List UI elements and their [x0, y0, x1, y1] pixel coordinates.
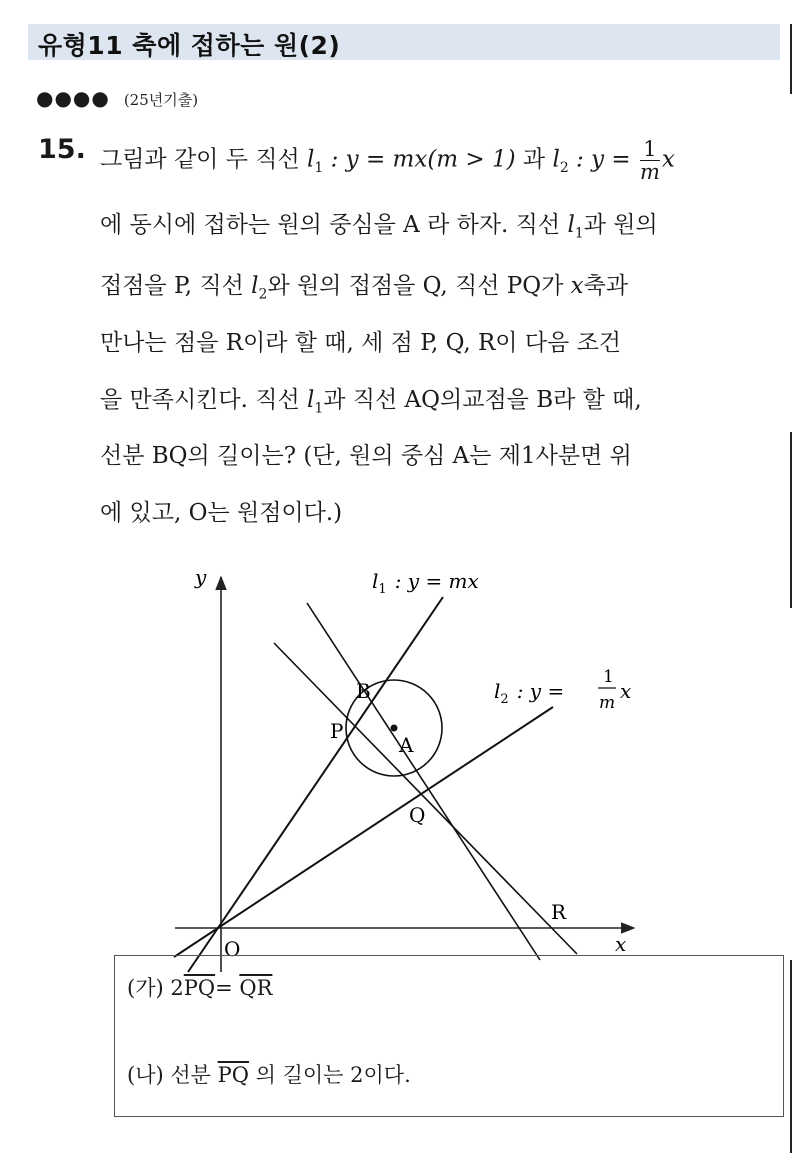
math-x: x [661, 146, 675, 173]
condition-ga [127, 972, 272, 1002]
line-aq [307, 603, 540, 960]
l2-frac-num: 1 [603, 667, 614, 687]
x-axis-label: x [615, 932, 627, 956]
math-eq2: : y = [568, 146, 638, 173]
text: 에 동시에 접하는 원의 중심을 A 라 하자. 직선 [100, 212, 568, 238]
math-l: l [307, 387, 315, 413]
math-sub: 1 [314, 160, 324, 177]
math-sub: 1 [574, 225, 584, 242]
segment-pq: $\overline{PQ}$ [217, 1063, 249, 1087]
question-line-6: 선분 BQ의 길이는? (단, 원의 중심 A는 제1사분면 위 [100, 443, 632, 469]
text: 와 원의 접점을 Q, 직선 PQ가 [267, 273, 571, 299]
l2-frac-den: m [599, 693, 616, 713]
math-eq1: : y = mx(m > 1) [323, 146, 516, 173]
origin-label: O [224, 937, 241, 961]
section-title: 유형11 축에 접하는 원(2) [38, 31, 341, 60]
l2-label: $l_2$ : y = [494, 679, 565, 707]
point-p-label: P [330, 719, 344, 743]
math-sub: 2 [258, 286, 268, 303]
math-l: l [567, 212, 575, 238]
math-coef: 2 [170, 976, 184, 1000]
math-l: l [251, 273, 259, 299]
math-l: l [552, 146, 560, 173]
condition-label: (나) 선분 [127, 1063, 218, 1087]
condition-na [127, 1059, 411, 1089]
condition-label: (가) [127, 976, 171, 1000]
fraction-numerator: 1 [640, 138, 660, 161]
text: 과 직선 AQ의교점을 B라 할 때, [323, 387, 642, 413]
text: 축과 [583, 273, 629, 299]
point-b-label: B [356, 679, 371, 703]
math-x: x [570, 273, 584, 299]
math-eq: = [215, 976, 240, 1000]
math-l: l [307, 146, 315, 173]
point-a-label: A [399, 733, 414, 757]
math-sub: 1 [314, 400, 324, 417]
text: 그림과 같이 두 직선 [100, 146, 307, 173]
line-l2 [174, 707, 553, 957]
question-line-4: 만나는 점을 R이라 할 때, 세 점 P, Q, R이 다음 조건 [100, 330, 622, 356]
y-axis-label: y [195, 565, 207, 589]
text: 과 [515, 146, 553, 173]
fraction-denominator: m [640, 160, 660, 185]
point-a-dot [391, 725, 398, 732]
point-q-label: Q [409, 803, 426, 827]
segment-pq: $\overline{PQ}$ [183, 976, 216, 1000]
conditions-box [114, 955, 784, 1117]
question-line-7: 에 있고, O는 원점이다.) [100, 500, 343, 526]
text: 을 만족시킨다. 직선 [100, 387, 307, 413]
line-l1 [188, 597, 443, 972]
text: 접점을 P, 직선 [100, 273, 252, 299]
text: 과 원의 [583, 212, 658, 238]
l2-frac-x: x [620, 679, 632, 703]
point-r-label: R [551, 900, 567, 924]
difficulty-dots: ●●●● [36, 86, 110, 110]
segment-qr: $\overline{QR}$ [239, 976, 273, 1000]
text: 의 길이는 2이다. [248, 1063, 411, 1087]
math-sub: 2 [559, 160, 569, 177]
source-label: (25년기출) [123, 91, 199, 109]
l1-label: $l_1$ : y = mx [372, 569, 479, 597]
question-number: 15. [38, 134, 86, 165]
